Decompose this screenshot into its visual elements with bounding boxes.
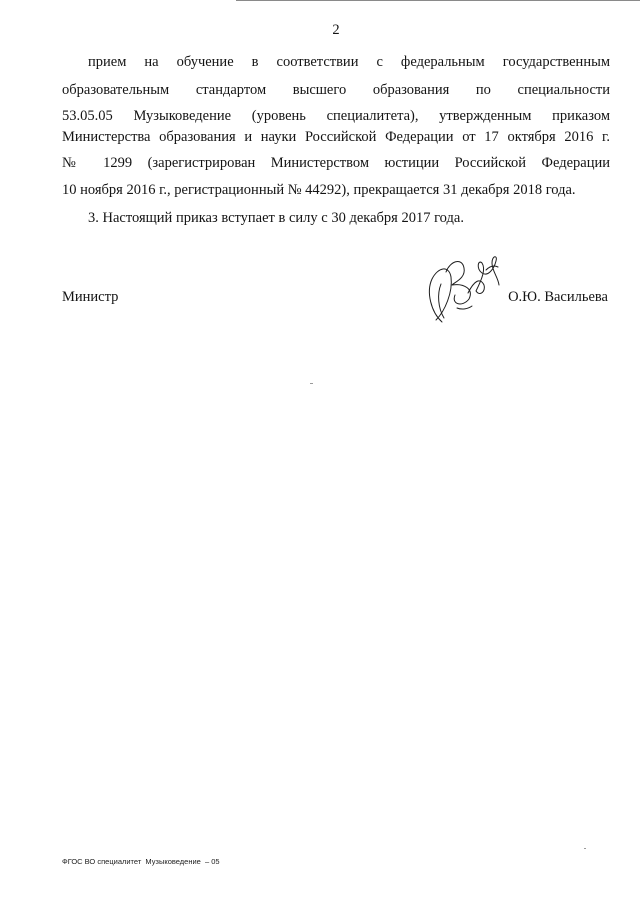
clause-3: 3. Настоящий приказ вступает в силу с 30 декабря 2017 года. [88,210,464,226]
paragraph-line: 53.05.05 Музыковедение (уровень специалитета), утвержденным приказом [62,108,610,124]
paragraph-line: образовательным стандартом высшего образования по специальности [62,82,610,98]
paragraph-line: 10 ноября 2016 г., регистрационный № 44292), прекращается 31 декабря 2018 года. [62,182,576,198]
paragraph-line: № 1299 (зарегистрирован Министерством юстиции Российской Федерации [62,155,610,171]
scan-edge [236,0,640,1]
paragraph-line: Министерства образования и науки Российской Федерации от 17 октября 2016 г. [62,129,610,145]
signatory-position: Министр [62,289,119,305]
scan-speck [584,848,586,849]
paragraph-line: прием на обучение в соответствии с федеральным государственным [88,54,610,70]
handwritten-signature [424,250,504,326]
signatory-name: О.Ю. Васильева [508,289,608,305]
page-number: 2 [332,22,340,38]
scan-speck [310,383,313,384]
document-footer: ФГОС ВО специалитет Музыковедение – 05 [62,857,220,866]
